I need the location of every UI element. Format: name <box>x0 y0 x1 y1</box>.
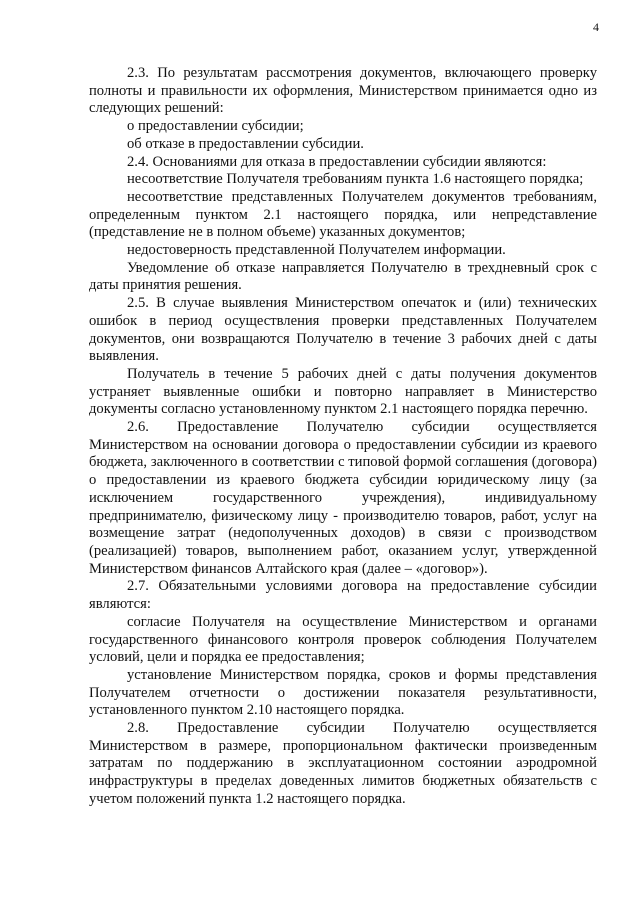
paragraph-2-5-correction: Получатель в течение 5 рабочих дней с даты получения документов устраняет выявленные ошибки и повторно направляет в Министерство документы согласно установленному пунктом 2.1 настоящего порядка перечню. <box>89 365 597 418</box>
paragraph-refusal-reason-1: несоответствие Получателя требованиям пункта 1.6 настоящего порядка; <box>127 171 584 188</box>
paragraph-2-6: 2.6. Предоставление Получателю субсидии осуществляется Министерством на основании договора о предоставлении субсидии из краевого бюджета, заключенного в соответствии с типовой формой соглашения (договора) о предоставлении из краевого бюджета субсидии юридическому лицу (за исключением государственного учреждения), индивидуальному предпринимателю, физическому лицу - производителю товаров, работ, услуг на возмещение затрат (недополученных доходов) в связи с производством (реализацией) товаров, выполнением работ, оказанием услуг, утвержденной Министерством финансов Алтайского края (далее – «договор»). <box>89 419 597 577</box>
paragraph-2-5: 2.5. В случае выявления Министерством опечаток и (или) технических ошибок в период осуществления проверки представленных Получателем документов, они возвращаются Получателю в течение 3 рабочих дней с даты выявления. <box>89 295 597 365</box>
paragraph-2-7: 2.7. Обязательными условиями договора на предоставление субсидии являются: <box>89 578 597 613</box>
paragraph-2-4: 2.4. Основаниями для отказа в предоставлении субсидии являются: <box>127 153 547 170</box>
paragraph-refusal-reason-3: недостоверность представленной Получателем информации. <box>127 242 506 259</box>
paragraph-refusal-notice: Уведомление об отказе направляется Получателю в трехдневный срок с даты принятия решения. <box>89 259 597 294</box>
paragraph-2-7-condition-2: установление Министерством порядка, сроков и формы представления Получателем отчетности о достижении показателя результативности, установленного пунктом 2.10 настоящего порядка. <box>89 666 597 719</box>
paragraph-2-7-condition-1: согласие Получателя на осуществление Министерством и органами государственного финансового контроля проверок соблюдения Получателем условий, цели и порядка ее предоставления; <box>89 613 597 666</box>
paragraph-2-3: 2.3. По результатам рассмотрения документов, включающего проверку полноты и правильности их оформления, Министерством принимается одно из следующих решений: <box>89 65 597 117</box>
page-number: 4 <box>593 20 599 34</box>
paragraph-option-refuse: об отказе в предоставлении субсидии. <box>127 135 364 152</box>
paragraph-refusal-reason-2: несоответствие представленных Получателем документов требованиям, определенным пунктом 2.1 настоящего порядка, или непредставление (представление не в полном объеме) указанных документов; <box>89 188 597 241</box>
paragraph-option-grant: о предоставлении субсидии; <box>127 118 304 135</box>
document-body <box>89 65 597 809</box>
paragraph-2-8: 2.8. Предоставление субсидии Получателю осуществляется Министерством в размере, пропорциональном фактически произведенным затратам по поддержанию в эксплуатационном состоянии аэродромной инфраструктуры в пределах доведенных лимитов бюджетных обязательств с учетом положений пункта 1.2 настоящего порядка. <box>89 720 597 807</box>
